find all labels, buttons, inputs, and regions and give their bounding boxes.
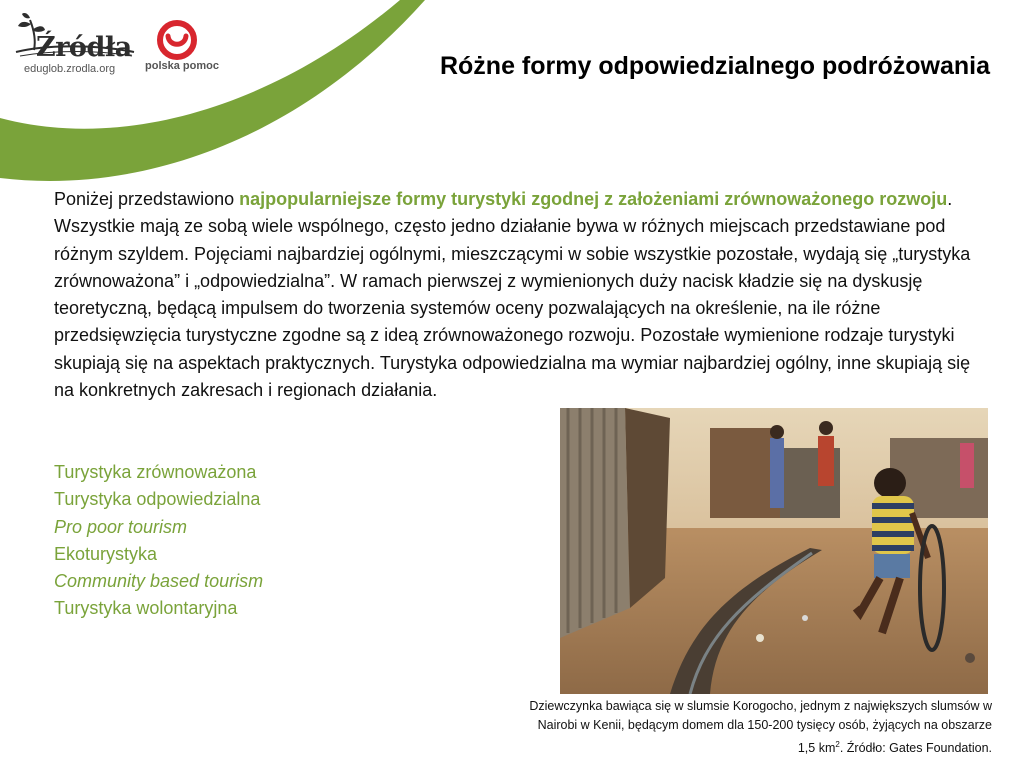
intro-highlight: najpopularniejsze formy turystyki zgodnej z założeniami zrównoważonego rozwoju — [239, 189, 948, 209]
list-item: Ekoturystyka — [54, 543, 158, 564]
list-item: Turystyka odpowiedzialna — [54, 489, 261, 510]
slum-photo — [560, 408, 988, 694]
caption-superscript: 2 — [835, 740, 840, 749]
intro-text-rest: . Wszystkie mają ze sobą wiele wspólnego, często jedno działanie bywa w różnych miejscach przedstawiane pod różnym szyldem. Pojęciami najbardziej ogólnymi, mieszczącymi w sobie wszystkie pozostałe, wydają się „turystyka zrównoważona” i „odpowiedzialna”. W ramach pierwszej z wymienionych duży nacisk kładzie się na dyskusję teoretyczną, będącą impulsem do tworzenia systemów oceny pozwalających na określenie, na ile różne przedsięwzięcia turystyczne zgodne są z ideą zrównoważonego rozwoju. Pozostałe wymienione rodzaje turystyki skupiają się na aspektach praktycznych. Turystyka odpowiedzialna ma wymiar najbardziej ogólny, inne skupiają się na konkretnych zakresach i regionach działania. — [54, 189, 971, 401]
polska-pomoc-text: polska pomoc — [145, 60, 219, 72]
photo-caption — [522, 697, 992, 758]
intro-text-start: Poniżej przedstawiono — [54, 189, 240, 209]
tourism-forms-list — [54, 459, 263, 623]
zrodla-logo[interactable] — [14, 12, 139, 78]
polska-pomoc-emblem-icon — [155, 20, 205, 60]
list-item: Turystyka wolontaryjna — [54, 598, 238, 619]
caption-source: . Źródło: Gates Foundation. — [839, 741, 992, 756]
list-item: Community based tourism — [54, 571, 264, 592]
page-title: Różne formy odpowiedzialnego podróżowania — [439, 51, 990, 80]
caption-text: Dziewczynka bawiąca się w slumsie Korogocho, jednym z największych slumsów w Nairobi w Kenii, będącym domem dla 150-200 tysięcy osób, żyjących na obszarze 1,5 km — [529, 699, 992, 756]
zrodla-url: eduglob.zrodla.org — [24, 63, 116, 75]
zrodla-wordmark: Źródła — [36, 32, 132, 63]
list-item: Turystyka zrównoważona — [54, 462, 257, 482]
polska-pomoc-logo[interactable] — [140, 20, 220, 80]
intro-paragraph — [54, 186, 994, 404]
list-item: Pro poor tourism — [54, 516, 188, 537]
